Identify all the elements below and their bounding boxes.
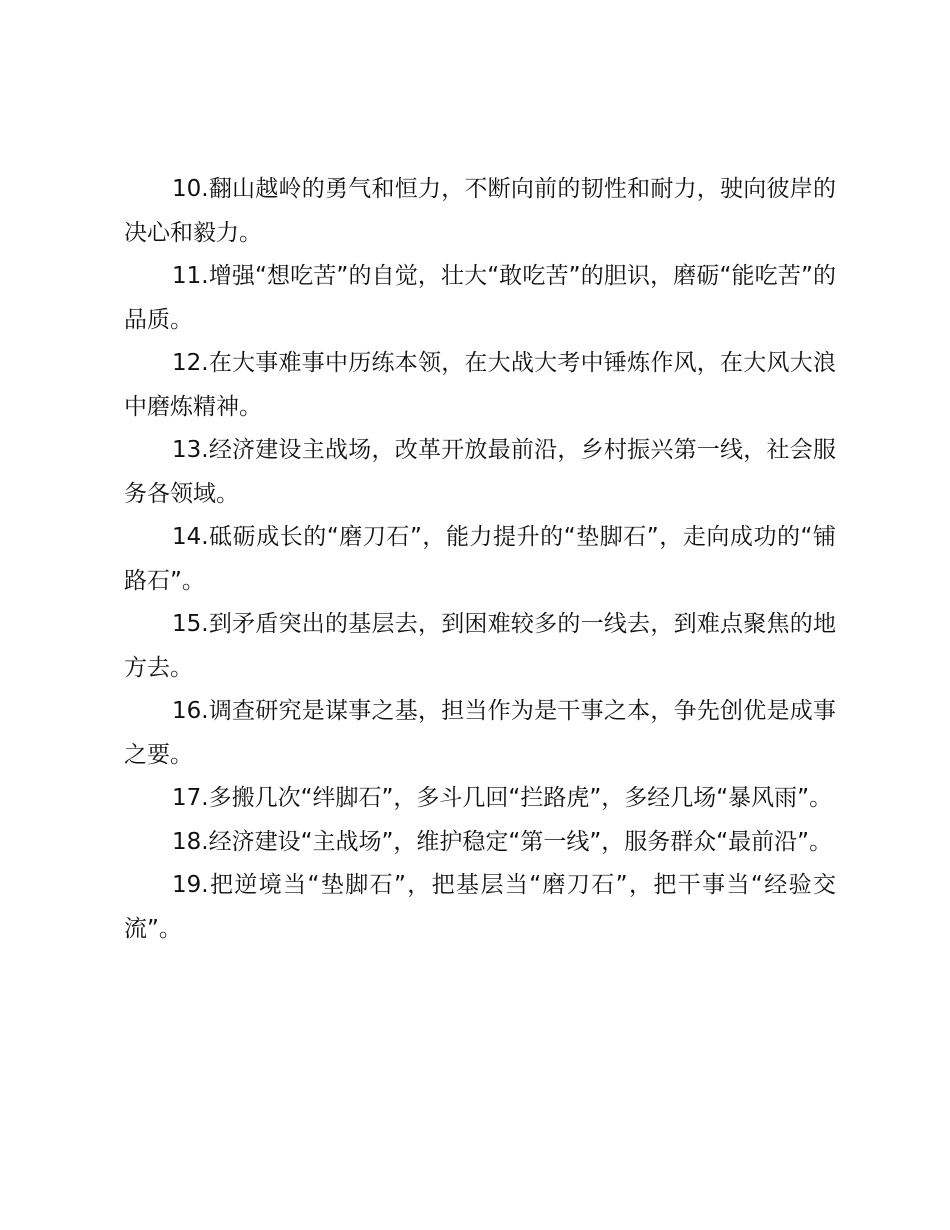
paragraph-17: 17.多搬几次“绊脚石”，多斗几回“拦路虎”，多经几场“暴风雨”。	[172, 785, 833, 811]
paragraph-10: 10.翻山越岭的勇气和恒力，不断向前的韧性和耐力，驶向彼岸的决心和毅力。	[124, 176, 836, 246]
document-body	[124, 168, 836, 951]
paragraph-12: 12.在大事难事中历练本领，在大战大考中锤炼作风，在大风大浪中磨炼精神。	[124, 350, 836, 420]
paragraph-19: 19.把逆境当“垫脚石”，把基层当“磨刀石”，把干事当“经验交流”。	[124, 872, 836, 942]
paragraph-14: 14.砥砺成长的“磨刀石”，能力提升的“垫脚石”，走向成功的“铺路石”。	[124, 524, 836, 594]
paragraph-15: 15.到矛盾突出的基层去，到困难较多的一线去，到难点聚焦的地方去。	[124, 611, 836, 681]
paragraph-18: 18.经济建设“主战场”，维护稳定“第一线”，服务群众“最前沿”。	[172, 828, 833, 855]
paragraph-11: 11.增强“想吃苦”的自觉，壮大“敢吃苦”的胆识，磨砺“能吃苦”的品质。	[124, 263, 836, 333]
paragraph-16: 16.调查研究是谋事之基，担当作为是干事之本，争先创优是成事之要。	[124, 698, 836, 768]
paragraph-13: 13.经济建设主战场，改革开放最前沿，乡村振兴第一线，社会服务各领域。	[124, 437, 836, 507]
